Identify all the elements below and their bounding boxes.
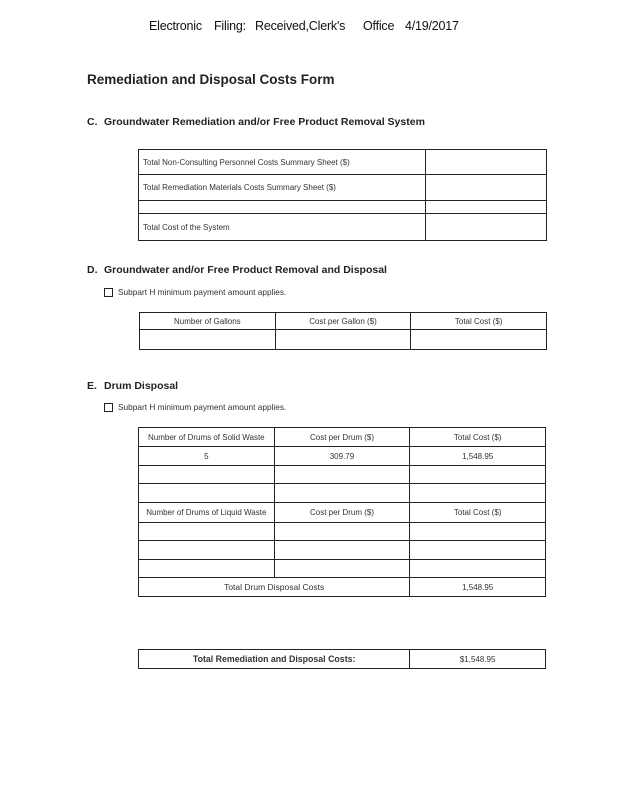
header-office: Office [363, 19, 395, 33]
column-header: Total Cost ($) [410, 428, 546, 447]
row-label [139, 201, 426, 214]
section-e-checkbox[interactable] [104, 403, 113, 412]
solid-drums-cell[interactable]: 5 [139, 447, 275, 466]
empty-cell[interactable] [274, 484, 410, 503]
table-row [139, 466, 546, 484]
section-e-title: Drum Disposal [104, 380, 179, 392]
empty-cell[interactable] [139, 560, 275, 578]
header-filing: Filing: [214, 19, 246, 33]
table-row [140, 330, 547, 350]
empty-cell[interactable] [139, 523, 275, 541]
table-header-row [139, 503, 546, 523]
row-label: Total Remediation Materials Costs Summary Sheet ($) [139, 175, 426, 201]
grand-total-label: Total Remediation and Disposal Costs: [139, 650, 410, 669]
section-e-table [138, 427, 546, 597]
table-row [139, 541, 546, 560]
empty-cell[interactable] [274, 560, 410, 578]
column-header: Number of Gallons [140, 313, 276, 330]
row-label: Total Non-Consulting Personnel Costs Summary Sheet ($) [139, 150, 426, 175]
empty-cell[interactable] [410, 466, 546, 484]
column-header: Number of Drums of Liquid Waste [139, 503, 275, 523]
table-row [139, 484, 546, 503]
empty-cell[interactable] [139, 484, 275, 503]
table-header-row [139, 428, 546, 447]
column-header: Number of Drums of Solid Waste [139, 428, 275, 447]
form-title: Remediation and Disposal Costs Form [87, 72, 335, 87]
section-c-title: Groundwater Remediation and/or Free Product Removal System [104, 116, 425, 128]
solid-cost-per-drum-cell[interactable]: 309.79 [274, 447, 410, 466]
section-d-checkbox[interactable] [104, 288, 113, 297]
section-e-checkbox-label: Subpart H minimum payment amount applies. [118, 402, 287, 412]
row-label: Total Cost of the System [139, 214, 426, 241]
table-row [139, 201, 547, 214]
drum-disposal-total-label: Total Drum Disposal Costs [139, 578, 410, 597]
empty-cell[interactable] [410, 484, 546, 503]
row-value[interactable] [426, 201, 547, 214]
row-value[interactable] [426, 214, 547, 241]
drum-disposal-total-value[interactable]: 1,548.95 [410, 578, 546, 597]
table-total-row [139, 578, 546, 597]
column-header: Cost per Drum ($) [274, 503, 410, 523]
empty-cell[interactable] [410, 541, 546, 560]
column-header: Total Cost ($) [411, 313, 547, 330]
grand-total-table [138, 649, 546, 669]
row-value[interactable] [426, 150, 547, 175]
empty-cell[interactable] [274, 541, 410, 560]
total-cost-cell[interactable] [411, 330, 547, 350]
section-d-title: Groundwater and/or Free Product Removal and Disposal [104, 264, 387, 276]
empty-cell[interactable] [410, 523, 546, 541]
section-d-label: D. [87, 264, 98, 276]
table-header-row [140, 313, 547, 330]
table-row [139, 150, 547, 175]
gallons-cell[interactable] [140, 330, 276, 350]
empty-cell[interactable] [139, 466, 275, 484]
cost-per-gallon-cell[interactable] [275, 330, 411, 350]
section-d-checkbox-label: Subpart H minimum payment amount applies. [118, 287, 287, 297]
table-row [139, 175, 547, 201]
column-header: Cost per Drum ($) [274, 428, 410, 447]
table-row [139, 214, 547, 241]
header-received: Received,Clerk's [255, 19, 346, 33]
header-electronic: Electronic [149, 19, 202, 33]
column-header: Cost per Gallon ($) [275, 313, 411, 330]
empty-cell[interactable] [274, 466, 410, 484]
table-row [139, 523, 546, 541]
section-c-table [138, 149, 547, 241]
section-d-table [139, 312, 547, 350]
column-header: Total Cost ($) [410, 503, 546, 523]
empty-cell[interactable] [274, 523, 410, 541]
grand-total-value[interactable]: $1,548.95 [410, 650, 546, 669]
table-row [139, 447, 546, 466]
empty-cell[interactable] [410, 560, 546, 578]
empty-cell[interactable] [139, 541, 275, 560]
header-date: 4/19/2017 [405, 19, 459, 33]
section-e-label: E. [87, 380, 97, 392]
section-c-label: C. [87, 116, 98, 128]
solid-total-cost-cell[interactable]: 1,548.95 [410, 447, 546, 466]
table-row [139, 560, 546, 578]
table-row [139, 650, 546, 669]
row-value[interactable] [426, 175, 547, 201]
